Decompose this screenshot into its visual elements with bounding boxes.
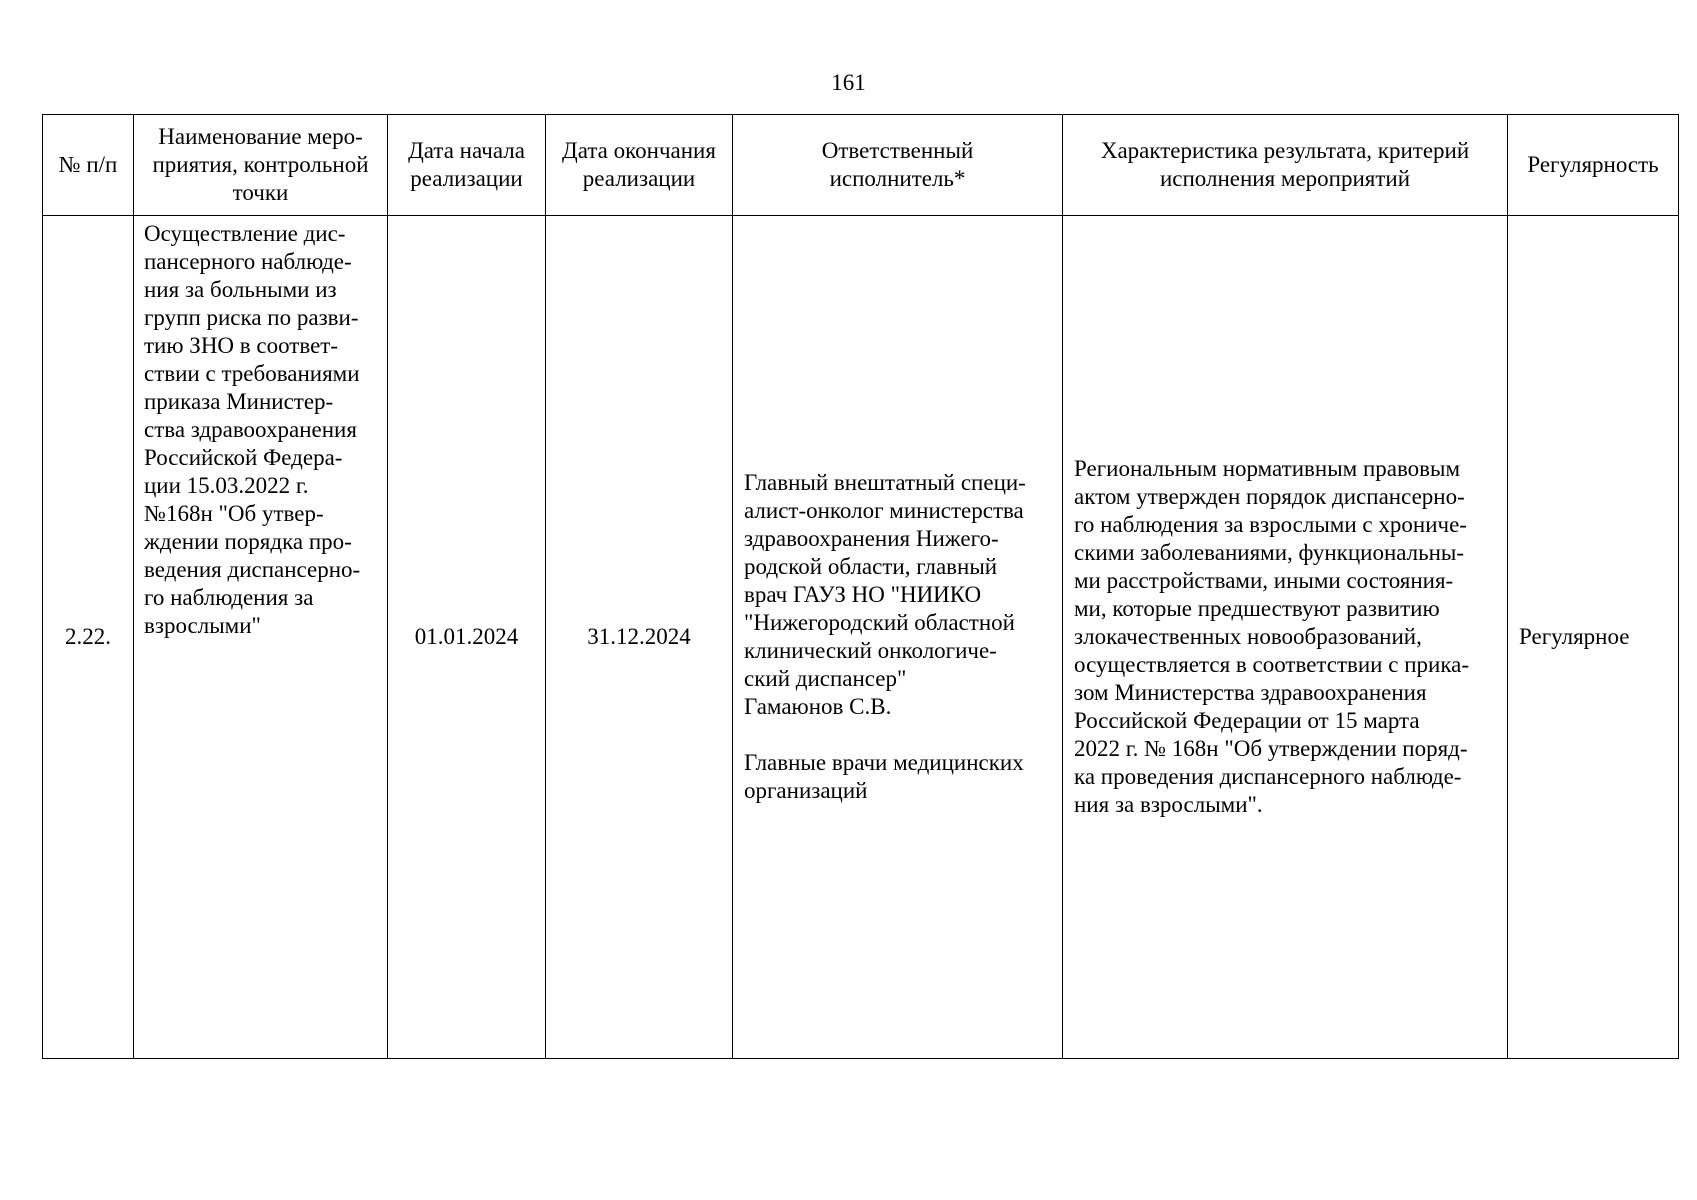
regularity-cell: Регулярное	[1508, 216, 1679, 1059]
page-number: 161	[831, 70, 866, 95]
header-line: реализации	[582, 166, 696, 191]
activity-name-line: приказа Министер-	[144, 389, 334, 414]
table-row	[43, 216, 1679, 1059]
header-end-date	[546, 115, 733, 216]
header-line: Наименование меро-	[158, 124, 363, 149]
activity-name-line: ждении порядка про-	[144, 529, 352, 554]
header-start-date	[388, 115, 546, 216]
result-line: зом Министерства здравоохранения	[1074, 680, 1427, 705]
result-line: ми расстройствами, иными состояния-	[1074, 568, 1454, 593]
paragraph-gap	[744, 721, 1052, 749]
activity-name-line: ния за больными из	[144, 277, 337, 302]
activity-name-line: групп риска по разви-	[144, 305, 359, 330]
result-line: го наблюдения за взрослыми с хрониче-	[1074, 512, 1467, 537]
result-line: ния за взрослыми".	[1074, 792, 1263, 817]
responsible-line: клинический онкологиче-	[744, 638, 997, 663]
responsible-line: Главный внештатный специ-	[744, 470, 1026, 495]
activity-name-line: ствии с требованиями	[144, 361, 360, 386]
activity-name-line: взрослыми"	[144, 613, 261, 638]
activity-name-line: пансерного наблюде-	[144, 249, 352, 274]
header-line: реализации	[410, 166, 523, 191]
result-line: скими заболеваниями, функциональны-	[1074, 540, 1465, 565]
responsible-cell	[733, 216, 1063, 1059]
result-line: ми, которые предшествуют развитию	[1074, 596, 1440, 621]
responsible-line: здравоохранения Нижего-	[744, 526, 999, 551]
header-number: № п/п	[43, 115, 134, 216]
activity-plan-table	[42, 114, 1679, 1059]
row-number: 2.22.	[43, 216, 134, 1059]
activity-name-line: ведения диспансерно-	[144, 557, 361, 582]
header-line: исполнения мероприятий	[1159, 166, 1411, 191]
activity-name-cell	[134, 216, 388, 1059]
activity-name-line: Осуществление дис-	[144, 221, 346, 246]
start-date-cell: 01.01.2024	[388, 216, 546, 1059]
header-regularity: Регулярность	[1508, 115, 1679, 216]
responsible-line: "Нижегородский областной	[744, 610, 1015, 635]
responsible-line: родской области, главный	[744, 554, 998, 579]
result-cell	[1063, 216, 1508, 1059]
header-result	[1063, 115, 1508, 216]
responsible-line: алист-онколог министерства	[744, 498, 1024, 523]
header-responsible	[733, 115, 1063, 216]
result-line: осуществляется в соответствии с прика-	[1074, 652, 1470, 677]
end-date-cell: 31.12.2024	[546, 216, 733, 1059]
responsible-line: ский диспансер"	[744, 666, 907, 691]
header-line: точки	[232, 180, 289, 205]
result-line: злокачественных новообразований,	[1074, 624, 1422, 649]
responsible-line: организаций	[744, 778, 868, 803]
table-header-row	[43, 115, 1679, 216]
result-line: Региональным нормативным правовым	[1074, 456, 1461, 481]
result-line: актом утвержден порядок диспансерно-	[1074, 484, 1465, 509]
header-line: Дата начала	[408, 138, 525, 163]
header-line: Ответственный	[821, 138, 974, 163]
header-line: исполнитель*	[829, 166, 966, 191]
activity-name-line: ции 15.03.2022 г.	[144, 473, 309, 498]
activity-name-line: Российской Федера-	[144, 445, 343, 470]
activity-name-line: ства здравоохранения	[144, 417, 357, 442]
activity-name-line: №168н "Об утвер-	[144, 501, 324, 526]
responsible-line: Гамаюнов С.В.	[744, 694, 892, 719]
result-line: 2022 г. № 168н "Об утверждении поряд-	[1074, 736, 1468, 761]
responsible-line: врач ГАУЗ НО "НИИКО	[744, 582, 982, 607]
header-line: Дата окончания	[562, 138, 716, 163]
activity-name-line: го наблюдения за	[144, 585, 314, 610]
header-line: приятия, контрольной	[152, 152, 369, 177]
header-line: Характеристика результата, критерий	[1100, 138, 1470, 163]
result-line: ка проведения диспансерного наблюде-	[1074, 764, 1462, 789]
activity-name-line: тию ЗНО в соответ-	[144, 333, 338, 358]
result-line: Российской Федерации от 15 марта	[1074, 708, 1420, 733]
responsible-line: Главные врачи медицинских	[744, 750, 1024, 775]
header-activity-name	[134, 115, 388, 216]
